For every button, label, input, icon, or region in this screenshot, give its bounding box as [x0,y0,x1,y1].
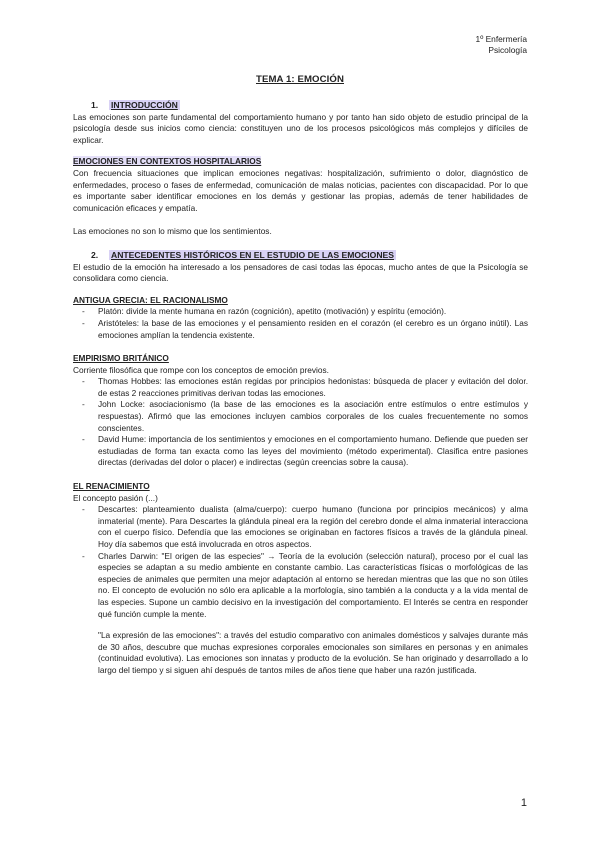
section-title: ANTECEDENTES HISTÓRICOS EN EL ESTUDIO DE LAS EMOCIONES [111,249,394,260]
bullet-list [73,376,528,469]
list-item: - Platón: divide la mente humana en razón (cognición), apetito (motivación) y espíritu (emoción). [98,306,528,318]
page-title: TEMA 1: EMOCIÓN [255,74,345,85]
section-heading-antecedentes [73,250,528,262]
list-item: - Aristóteles: la base de las emociones y el pensamiento residen en el corazón (el cerebro es un órgano inútil). Las emociones amplían la tendencia existente. [98,318,528,341]
paragraph: El concepto pasión (...) [73,492,158,503]
header [476,34,527,56]
list-item: - Charles Darwin: "El origen de las especies" → Teoría de la evolución (selección natural), proceso por el cual las especies se adaptan a su medio ambiente en constante cambio. Las características físicas o morfológicas de las especies de animales que permiten una mejor adaptación al entorno se heredan mientras que las que no son útiles no. El concepto de evolución no sólo era aplicable a la morfología, sino también a la conducta y a la vida mental de las especies. Supone un cambio decisivo en la investigación del comportamiento. El Interés se centra en responder qué función cumple la mente. [98,551,528,621]
document-body [73,100,528,677]
subsection-heading: EL RENACIMIENTO [73,481,150,492]
bullet-list [73,306,528,341]
paragraph: Las emociones no son lo mismo que los sentimientos. [73,226,272,237]
section-heading-intro [73,100,528,112]
header-subject: Psicología [488,45,527,55]
section-title: INTRODUCCIÓN [111,100,178,110]
quote-paragraph: "La expresión de las emociones": a través del estudio comparativo con animales domésticos y salvajes durante más de 30 años, descubre que muchas expresiones corporales emocionales son similares en personas y en animales (continuidad evolutiva). Las emociones son innatas y producto de la evolución. Se han originado y desarrollado a lo largo del tiempo y si siguen ahí después de tantos miles de años tiene que haber una razón justificada. [98,630,528,675]
bullet-list [73,504,528,620]
list-item: - Descartes: planteamiento dualista (alma/cuerpo): cuerpo humano (funciona por principios mecánicos) y alma inmaterial (mente). Para Descartes la glándula pineal era la región del cerebro donde el alma inmaterial interacciona con el cuerpo físico. Defendía que las emociones se originaban en factores físicos a través de la glándula pineal. Hoy día sabemos que está involucrada en otros aspectos. [98,504,528,550]
paragraph: Las emociones son parte fundamental del comportamiento humano y por tanto han sido objeto de estudio principal de la psicología desde sus inicios como ciencia: constituyen uno de los procesos psicológicos más complejos y difíciles de explicar. [73,111,528,145]
list-item: - Thomas Hobbes: las emociones están regidas por principios hedonistas: búsqueda de placer y evitación del dolor. de estas 2 reacciones primitivas derivan todas las emociones. [98,376,528,399]
section-number: 1. [91,100,99,110]
paragraph: Corriente filosófica que rompe con los conceptos de emoción previos. [73,364,329,375]
header-course: 1º Enfermería [475,34,527,44]
subsection-heading: EMOCIONES EN CONTEXTOS HOSPITALARIOS [73,156,262,167]
subsection-heading: EMPIRISMO BRITÁNICO [73,353,169,364]
page-number: 1 [520,797,527,809]
paragraph: El estudio de la emoción ha interesado a los pensadores de casi todas las épocas, mucho antes de que la Psicología se consolidara como ciencia. [73,261,528,284]
subsection-heading: ANTIGUA GRECIA: EL RACIONALISMO [73,294,228,305]
list-item: - David Hume: importancia de los sentimientos y emociones en el comportamiento humano. Defiende que pueden ser estudiadas de forma tan exacta como las leyes del movimiento (método experimental). Clasifica entre pasiones directas (derivadas del dolor o placer) e indirectas (según creencias sobre la causa). [98,434,528,469]
section-number: 2. [91,249,99,260]
paragraph: Con frecuencia situaciones que implican emociones negativas: hospitalización, sufrimiento o dolor, diagnóstico de enfermedades, proceso o fases de enfermedad, comunicación de malas noticias, pacientes con discapacidad. Por lo que es importante saber identificar emociones en los demás y gestionar las propias, además de tener habilidades de comunicación eficaces y empatía. [73,167,528,213]
list-item: - John Locke: asociacionismo (la base de las emociones es la asociación entre estímulos o entre estímulos y respuestas). Afirmó que las emociones incluyen cambios corporales de los cuales frecuentemente no somos conscientes. [98,399,528,434]
